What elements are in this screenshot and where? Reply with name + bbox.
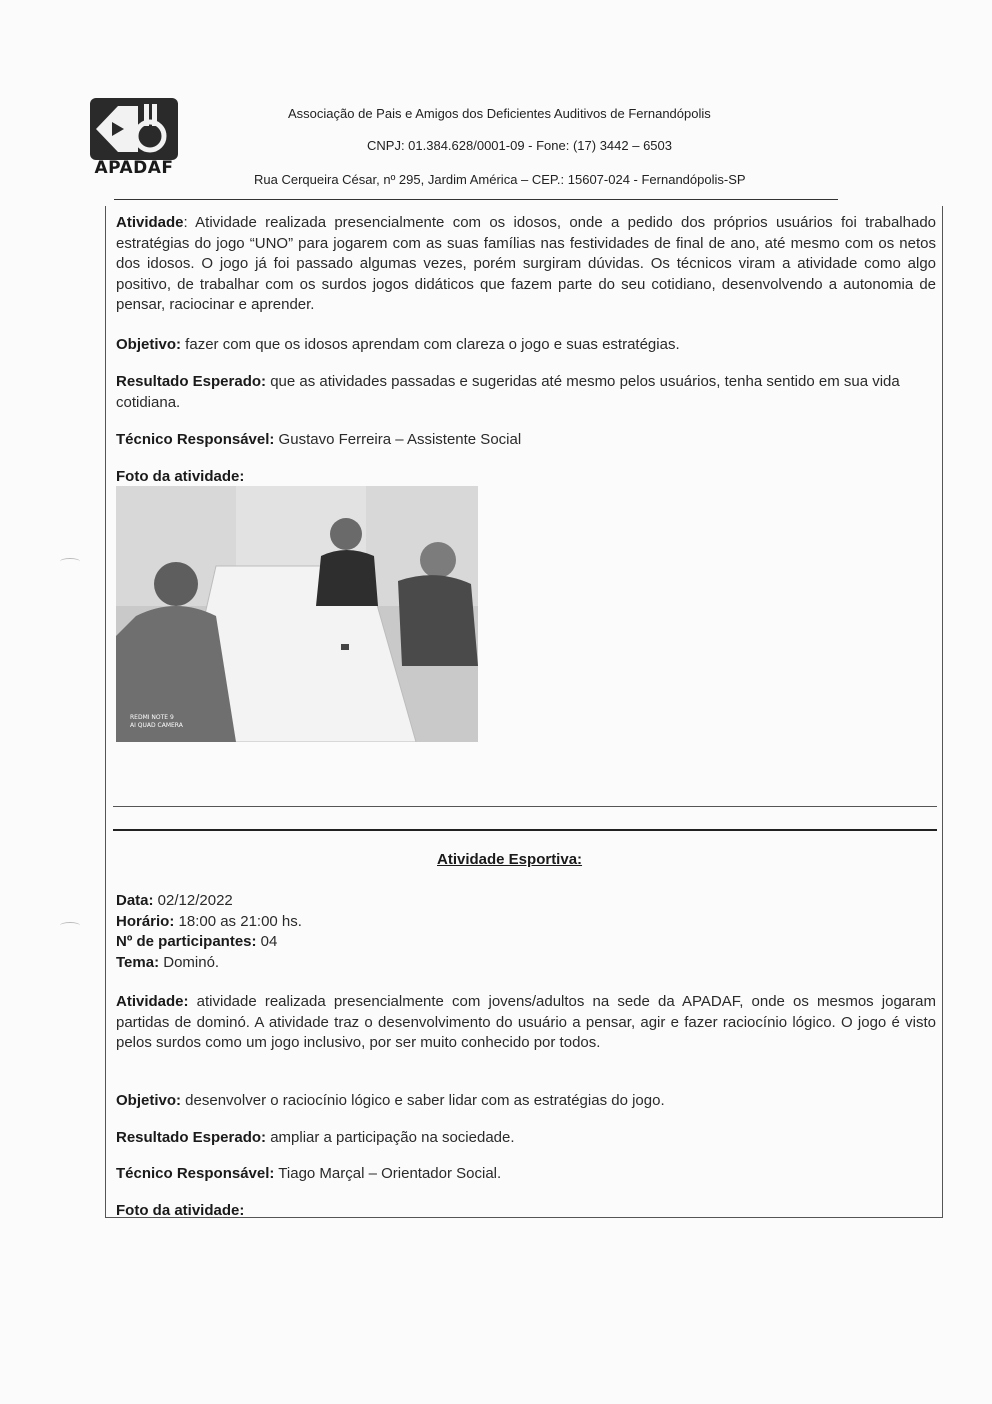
s2-participantes-label: Nº de participantes: bbox=[116, 933, 257, 951]
s1-atividade bbox=[116, 213, 936, 316]
watermark-line-2: AI QUAD CAMERA bbox=[130, 722, 183, 729]
s2-atividade bbox=[116, 992, 936, 1054]
s2-foto-label: Foto da atividade: bbox=[116, 1202, 245, 1219]
section-divider bbox=[113, 806, 937, 807]
s2-tema-label: Tema: bbox=[116, 953, 160, 971]
s2-horario-value: 18:00 as 21:00 hs. bbox=[174, 912, 302, 930]
scan-mark bbox=[60, 558, 80, 565]
s1-tecnico-text: Gustavo Ferreira – Assistente Social bbox=[274, 431, 522, 448]
s2-data bbox=[116, 891, 936, 912]
s2-tema bbox=[116, 953, 936, 974]
section-divider-thick bbox=[113, 829, 937, 831]
s1-tecnico-label: Técnico Responsável: bbox=[116, 431, 275, 448]
s2-title: Atividade Esportiva: bbox=[437, 851, 583, 868]
s2-data-value: 02/12/2022 bbox=[153, 892, 233, 909]
s1-foto-label: Foto da atividade: bbox=[116, 468, 245, 485]
activity-photo bbox=[116, 486, 478, 742]
s2-resultado-text: ampliar a participação na sociedade. bbox=[266, 1129, 515, 1146]
s1-resultado bbox=[116, 372, 936, 413]
s2-tecnico bbox=[116, 1164, 936, 1185]
org-name: Associação de Pais e Amigos dos Deficientes Auditivos de Fernandópolis bbox=[288, 106, 711, 121]
s1-tecnico bbox=[116, 430, 936, 451]
s2-participantes-value: 04 bbox=[256, 933, 278, 951]
s2-data-label: Data: bbox=[116, 892, 154, 909]
s2-tecnico-label: Técnico Responsável: bbox=[116, 1165, 275, 1182]
s2-objetivo-label: Objetivo: bbox=[116, 1092, 182, 1109]
s2-objetivo bbox=[116, 1091, 936, 1112]
s2-participantes bbox=[116, 932, 936, 953]
header-divider bbox=[114, 199, 838, 200]
s2-objetivo-text: desenvolver o raciocínio lógico e saber lidar com as estratégias do jogo. bbox=[181, 1092, 665, 1109]
s2-tecnico-text: Tiago Marçal – Orientador Social. bbox=[274, 1165, 502, 1182]
logo-emblem bbox=[90, 98, 178, 160]
s2-resultado-label: Resultado Esperado: bbox=[116, 1129, 267, 1146]
scan-mark bbox=[60, 922, 80, 929]
s1-objetivo-label: Objetivo: bbox=[116, 336, 182, 353]
s2-horario-label: Horário: bbox=[116, 912, 175, 930]
s1-atividade-label: Atividade bbox=[116, 214, 184, 231]
s2-atividade-label: Atividade: bbox=[116, 993, 189, 1010]
apadaf-logo bbox=[88, 98, 180, 182]
s2-meta bbox=[116, 891, 936, 973]
s1-objetivo bbox=[116, 335, 936, 356]
org-contact: CNPJ: 01.384.628/0001-09 - Fone: (17) 3442 – 6503 bbox=[367, 138, 672, 153]
org-address: Rua Cerqueira César, nº 295, Jardim América – CEP.: 15607-024 - Fernandópolis-SP bbox=[254, 172, 746, 187]
s1-resultado-label: Resultado Esperado: bbox=[116, 373, 267, 390]
s2-tema-value: Dominó. bbox=[159, 953, 220, 971]
s2-resultado bbox=[116, 1128, 936, 1149]
s2-horario bbox=[116, 912, 936, 933]
logo-text: APADAF bbox=[94, 158, 174, 178]
photo-watermark bbox=[130, 714, 183, 730]
s1-objetivo-text: fazer com que os idosos aprendam com clareza o jogo e suas estratégias. bbox=[181, 336, 680, 353]
s1-resultado-text: que as atividades passadas e sugeridas até mesmo pelos usuários, tenha sentido em sua vida cotidiana. bbox=[116, 373, 900, 411]
s1-atividade-text: : Atividade realizada presencialmente com os idosos, onde a pedido dos próprios usuários foi trabalhado estratégias do jogo “UNO” para jogarem com as suas famílias nas festividades de final de ano, até mesmo com os netos dos idosos. O jogo já foi passado algumas vezes, porém surgiram dúvidas. Os técnicos viram a atividade como algo positivo, de trabalhar com os surdos jogos didáticos que fazem parte do seu cotidiano, desenvolvendo a autonomia de pensar, raciocinar e aprender. bbox=[116, 214, 936, 314]
watermark-line-1: REDMI NOTE 9 bbox=[130, 714, 174, 721]
s2-atividade-text: atividade realizada presencialmente com jovens/adultos na sede da APADAF, onde os mesmos jogaram partidas de dominó. A atividade traz o desenvolvimento do usuário a pensar, agir e fazer raciocínio lógico. O jogo é visto pelos surdos como um jogo inclusivo, por ser muito conhecido por todos. bbox=[116, 993, 936, 1052]
